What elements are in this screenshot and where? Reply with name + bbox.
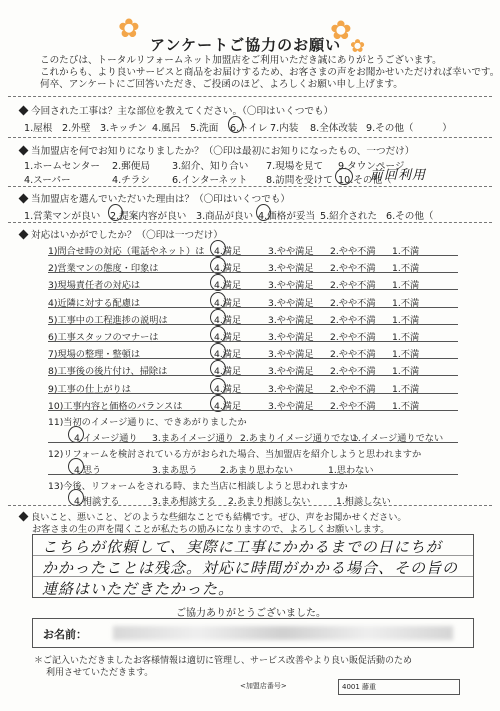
row-underline [48, 442, 458, 443]
row-underline [48, 307, 458, 308]
option[interactable]: 1.営業マンが良い [24, 211, 101, 222]
answer-circle [335, 168, 353, 185]
rating-option[interactable]: 1.不満 [392, 263, 420, 275]
rating-question: 1)問合せ時の対応（電話やネット）は [48, 246, 205, 257]
flower-icon: ✿ [330, 16, 352, 46]
rating-option[interactable]: 2.やや不満 [330, 366, 376, 378]
intro-line: これからも、より良いサービスと商品をお届けするため、お客さまの声をお聞かせいただければ幸いです。 [40, 67, 500, 78]
question-12: 12)リフォームを検討されている方がおられた場合、当加盟店を紹介しようと思われますか [48, 449, 422, 460]
option[interactable]: 2.提案内容が良い [110, 211, 187, 222]
row-underline [48, 341, 458, 342]
row-underline [48, 255, 458, 256]
rating-option[interactable]: 3.やや満足 [268, 383, 314, 395]
rating-question: 6)工事スタッフのマナーは [48, 332, 159, 343]
question-5-sub: お客さまの生の声を聞くことが私たちの励みになりますので、よろしくお願いします。 [32, 524, 390, 535]
handwritten-other: 前回利用 [370, 168, 427, 183]
rating-question: 10)工事内容と価格のバランスは [48, 400, 183, 412]
rating-option[interactable]: 1.不満 [392, 383, 420, 395]
name-label: お名前： [43, 628, 87, 641]
flower-icon: ✿ [350, 36, 366, 57]
option[interactable]: 5.洗面 [190, 123, 219, 134]
rating-option[interactable]: 2.あまりイメージ通りでない [240, 433, 359, 444]
option[interactable]: 2.郵便局 [112, 161, 150, 172]
rating-option[interactable]: 2.やや不満 [330, 349, 376, 361]
rating-option[interactable]: 3.やや満足 [268, 246, 314, 257]
rating-option[interactable]: 2.やや不満 [330, 297, 376, 309]
rating-option[interactable]: 2.やや不満 [330, 332, 376, 343]
question-1: 今回された工事は？主な部位を教えてください。（〇印はいくつでも） [20, 103, 333, 117]
rating-option[interactable]: 4.満足 [214, 314, 242, 326]
rating-option[interactable]: 1.不満 [392, 366, 420, 378]
rating-option[interactable]: 1.不満 [392, 332, 420, 343]
rating-option[interactable]: 4.満足 [214, 297, 242, 309]
redacted-name [113, 626, 453, 640]
rating-option[interactable]: 2.やや不満 [330, 246, 376, 257]
rating-option[interactable]: 4.相談する [74, 496, 120, 507]
answer-circle [108, 204, 123, 221]
rating-option[interactable]: 1.不満 [392, 246, 420, 257]
option[interactable]: 4.スーパー [24, 175, 71, 186]
option[interactable]: 8.訪問を受けて [266, 175, 333, 186]
member-number-box [338, 679, 460, 695]
option[interactable]: 2.外壁 [62, 123, 91, 134]
row-underline [48, 358, 458, 359]
row-underline [48, 474, 458, 475]
rating-option[interactable]: 2.あまり思わない [220, 465, 294, 476]
option[interactable]: 1.ホームセンター [24, 161, 100, 172]
row-underline [48, 393, 458, 394]
rating-option[interactable]: 3.やや満足 [268, 263, 314, 275]
option[interactable]: 8.全体改装 [310, 123, 358, 134]
name-field[interactable] [32, 618, 474, 648]
row-underline [48, 289, 458, 290]
rating-question: 4)近隣に対する配慮は [48, 297, 141, 309]
rating-option[interactable]: 2.やや不満 [330, 400, 376, 412]
rating-option[interactable]: 3.まあ相談する [152, 496, 216, 507]
rating-option[interactable]: 1.不満 [392, 400, 420, 412]
rating-question: 9)工事の仕上がりは [48, 383, 131, 395]
divider [8, 186, 492, 187]
question-13: 13)今後、リフォームをされる時、また当店に相談しようと思われますか [48, 481, 348, 492]
divider [8, 137, 492, 138]
row-underline [48, 324, 458, 325]
rating-option[interactable]: 4.満足 [214, 383, 242, 395]
rating-option[interactable]: 3.まあイメージ通り [152, 433, 234, 444]
footer-note: 利用させていただきます。 [46, 668, 154, 678]
row-underline [48, 272, 458, 273]
rating-option[interactable]: 2.やや不満 [330, 263, 376, 275]
rating-option[interactable]: 3.やや満足 [268, 297, 314, 309]
option[interactable]: 3.紹介、知り合い [172, 161, 249, 172]
rating-option[interactable]: 4.満足 [214, 366, 242, 378]
page-title: アンケートご協力のお願い [150, 36, 342, 54]
row-underline [48, 375, 458, 376]
option[interactable]: 1.屋根 [24, 123, 53, 134]
rating-option[interactable]: 2.あまり相談しない [228, 496, 311, 507]
option[interactable]: 10.その他（ [338, 175, 392, 186]
question-4: 対応はいかがでしたか？（〇印は一つだけ） [20, 227, 223, 241]
answer-circle [68, 426, 84, 443]
rating-question: 7)現場の整理・整頓は [48, 349, 141, 361]
option[interactable]: 9.タウンページ [338, 161, 405, 172]
rating-option[interactable]: 4.思う [74, 465, 102, 476]
flower-icon: ✿ [118, 14, 140, 44]
divider [8, 222, 492, 223]
comment-line: こちらが依頼して、実際に工事にかかるまでの日にちが [42, 538, 442, 556]
rating-option[interactable]: 4.満足 [214, 400, 242, 412]
thanks-text: ご協力ありがとうございました。 [176, 608, 326, 619]
rating-option[interactable]: 4.満足 [214, 246, 242, 257]
option[interactable]: 4.チラシ [112, 175, 150, 186]
rating-option[interactable]: 4.満足 [214, 332, 242, 343]
answer-circle [68, 458, 84, 475]
question-11: 11)当初のイメージ通りに、できあがりましたか [48, 417, 247, 428]
rating-option[interactable]: 3.やや満足 [268, 314, 314, 326]
rating-option[interactable]: 4.満足 [214, 280, 242, 292]
member-number: 4001 藤重 [342, 683, 377, 691]
member-label: <加盟店番号> [240, 682, 287, 690]
rating-option[interactable]: 4.満足 [214, 263, 242, 275]
rating-option[interactable]: 1.相談しない [336, 496, 391, 507]
answer-circle [68, 489, 84, 506]
rating-option[interactable]: 3.やや満足 [268, 349, 314, 361]
rating-option[interactable]: 3.やや満足 [268, 400, 314, 412]
rating-option[interactable]: 3.やや満足 [268, 366, 314, 378]
rating-option[interactable]: 4.満足 [214, 349, 242, 361]
rating-question: 2)営業マンの態度・印象は [48, 263, 159, 275]
option[interactable]: 4.価格が妥当 [258, 211, 316, 222]
rating-option[interactable]: 1.不満 [392, 280, 420, 292]
rating-option[interactable]: 2.やや不満 [330, 280, 376, 292]
option[interactable]: 5.紹介された [320, 211, 378, 222]
rating-option[interactable]: 2.やや不満 [330, 314, 376, 326]
comment-line: 連絡はいただきたかった。 [42, 580, 235, 598]
option[interactable]: 6.インターネット [172, 175, 248, 186]
answer-circle [228, 116, 243, 133]
rating-option[interactable]: 1.不満 [392, 314, 420, 326]
option[interactable]: 6.その他（ [386, 211, 434, 222]
intro-line: 何卒、アンケートにご回答いただき、ご投函のほど、よろしくお願い申し上げます。 [40, 79, 403, 90]
option[interactable]: 3.商品が良い [196, 211, 254, 222]
rating-option[interactable]: 1.不満 [392, 349, 420, 361]
rating-option[interactable]: 3.やや満足 [268, 332, 314, 343]
question-5: 良いこと、悪いこと、どのような些細なことでも結構です。ぜひ、声をお聞かせください。 [20, 509, 407, 523]
intro-line: このたびは、トータルリフォームネット加盟店をご利用いただき誠にありがとうございます。 [40, 55, 442, 66]
rating-option[interactable]: 1.思わない [328, 465, 374, 476]
row-underline [48, 410, 458, 411]
rating-option[interactable]: 1.不満 [392, 297, 420, 309]
footer-note: ＊ご記入いただきましたお客様情報は適切に管理し、サービス改善やより良い販促活動のため [34, 656, 413, 666]
rating-option[interactable]: 3.やや満足 [268, 280, 314, 292]
question-3: 当加盟店を選んでいただいた理由は？（〇印はいくつでも） [20, 191, 290, 205]
divider [8, 96, 492, 97]
divider [8, 505, 492, 506]
rating-question: 5)工事中の工程進捗の説明は [48, 314, 168, 326]
rating-option[interactable]: 2.やや不満 [330, 383, 376, 395]
question-2: 当加盟店を何でお知りになりましたか？（〇印は最初にお知りになったもの、一つだけ） [20, 143, 414, 157]
option[interactable]: 9.その他（ ） [366, 123, 452, 134]
rating-question: 8)工事後の後片付け、掃除は [48, 366, 168, 378]
rating-question: 3)現場責任者の対応は [48, 280, 141, 292]
option[interactable]: 3.キッチン [100, 123, 147, 134]
option[interactable]: 7.現場を見て [266, 161, 324, 172]
comment-line: かかったことは残念。対応に時間がかかる場合、その旨の [42, 559, 459, 577]
option[interactable]: 7.内装 [270, 123, 299, 134]
rating-option[interactable]: 3.まあ思う [152, 465, 198, 476]
rating-option[interactable]: 1.イメージ通りでない [352, 433, 444, 444]
option[interactable]: 6.トイレ [230, 123, 268, 134]
rating-option[interactable]: 4.イメージ通り [74, 433, 138, 444]
answer-circle [256, 204, 271, 221]
option[interactable]: 4.風呂 [152, 123, 181, 134]
